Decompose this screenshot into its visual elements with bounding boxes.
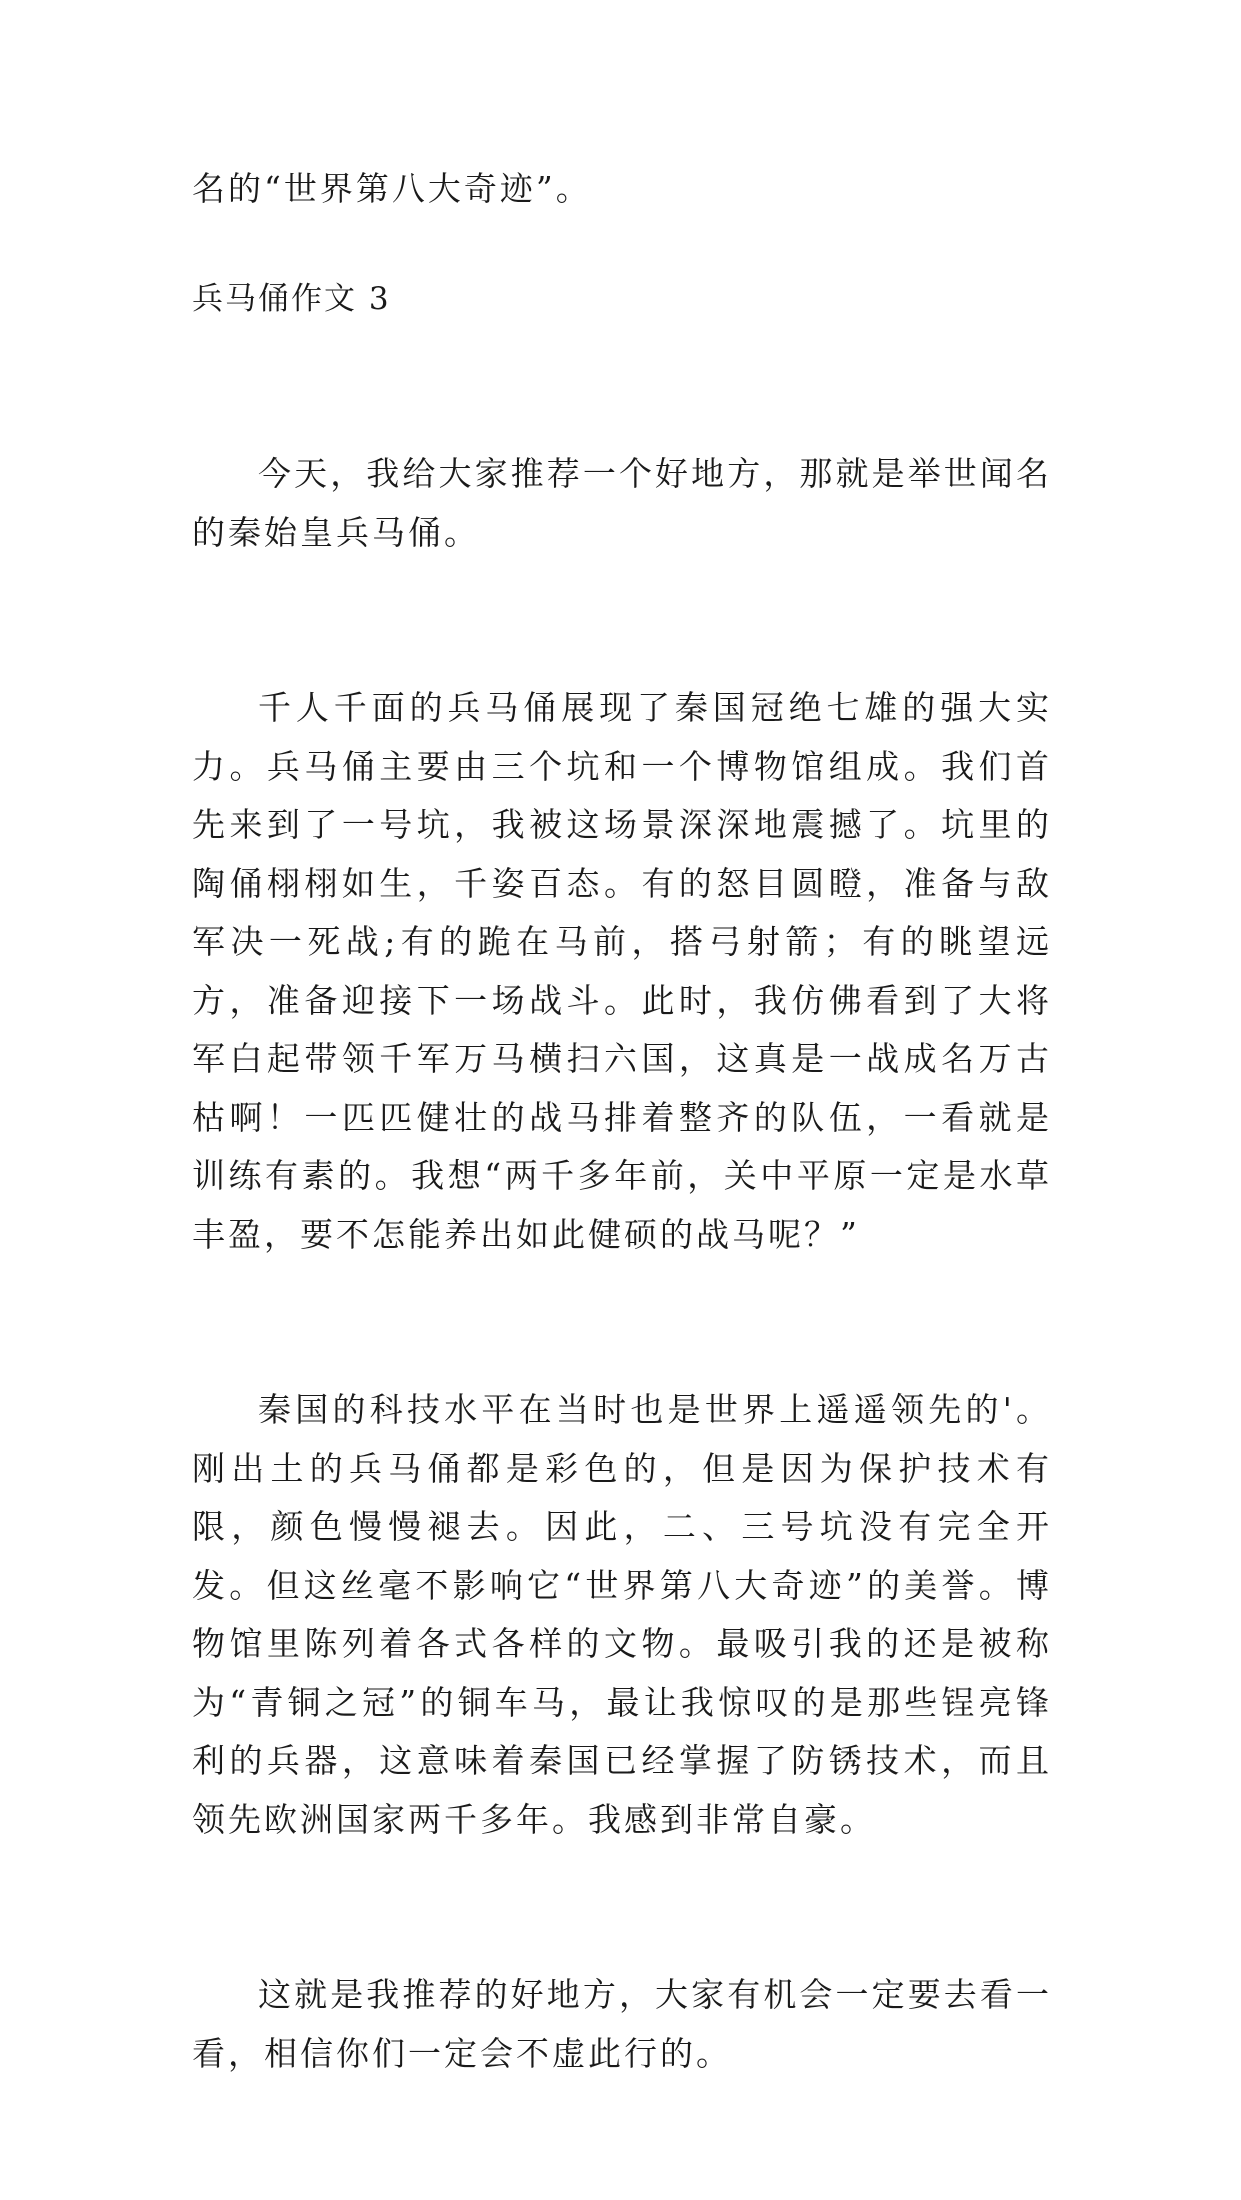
paragraph-pit-one: 千人千面的兵马俑展现了秦国冠绝七雄的强大实力。兵马俑主要由三个坑和一个博物馆组成。我们首先来到了一号坑，我被这场景深深地震撼了。坑里的陶俑栩栩如生，千姿百态。有的怒目圆瞪，准备与敌军决一死战;有的跪在马前，搭弓射箭；有的眺望远方，准备迎接下一场战斗。此时，我仿佛看到了大将军白起带领千军万马横扫六国，这真是一战成名万古枯啊！一匹匹健壮的战马排着整齐的队伍，一看就是训练有素的。我想“两千多年前，关中平原一定是水草丰盈，要不怎能养出如此健硕的战马呢？” [192, 688, 1052, 1254]
essay-heading: 兵马俑作文 3 [192, 281, 391, 317]
paragraph-conclusion: 这就是我推荐的好地方，大家有机会一定要去看一看，相信你们一定会不虚此行的。 [192, 1975, 1052, 2073]
paragraph-intro: 今天，我给大家推荐一个好地方，那就是举世闻名的秦始皇兵马俑。 [192, 454, 1052, 552]
essay-body [192, 328, 1052, 2200]
carryover-text: 名的“世界第八大奇迹”。 [192, 169, 592, 208]
paragraph-technology: 秦国的科技水平在当时也是世界上遥遥领先的'。刚出土的兵马俑都是彩色的，但是因为保护技术有限，颜色慢慢褪去。因此，二、三号坑没有完全开发。但这丝毫不影响它“世界第八大奇迹”的美誉。博物馆里陈列着各式各样的文物。最吸引我的还是被称为“青铜之冠”的铜车马，最让我惊叹的是那些锃亮锋利的兵器，这意味着秦国已经掌握了防锈技术，而且领先欧洲国家两千多年。我感到非常自豪。 [192, 1390, 1052, 1839]
